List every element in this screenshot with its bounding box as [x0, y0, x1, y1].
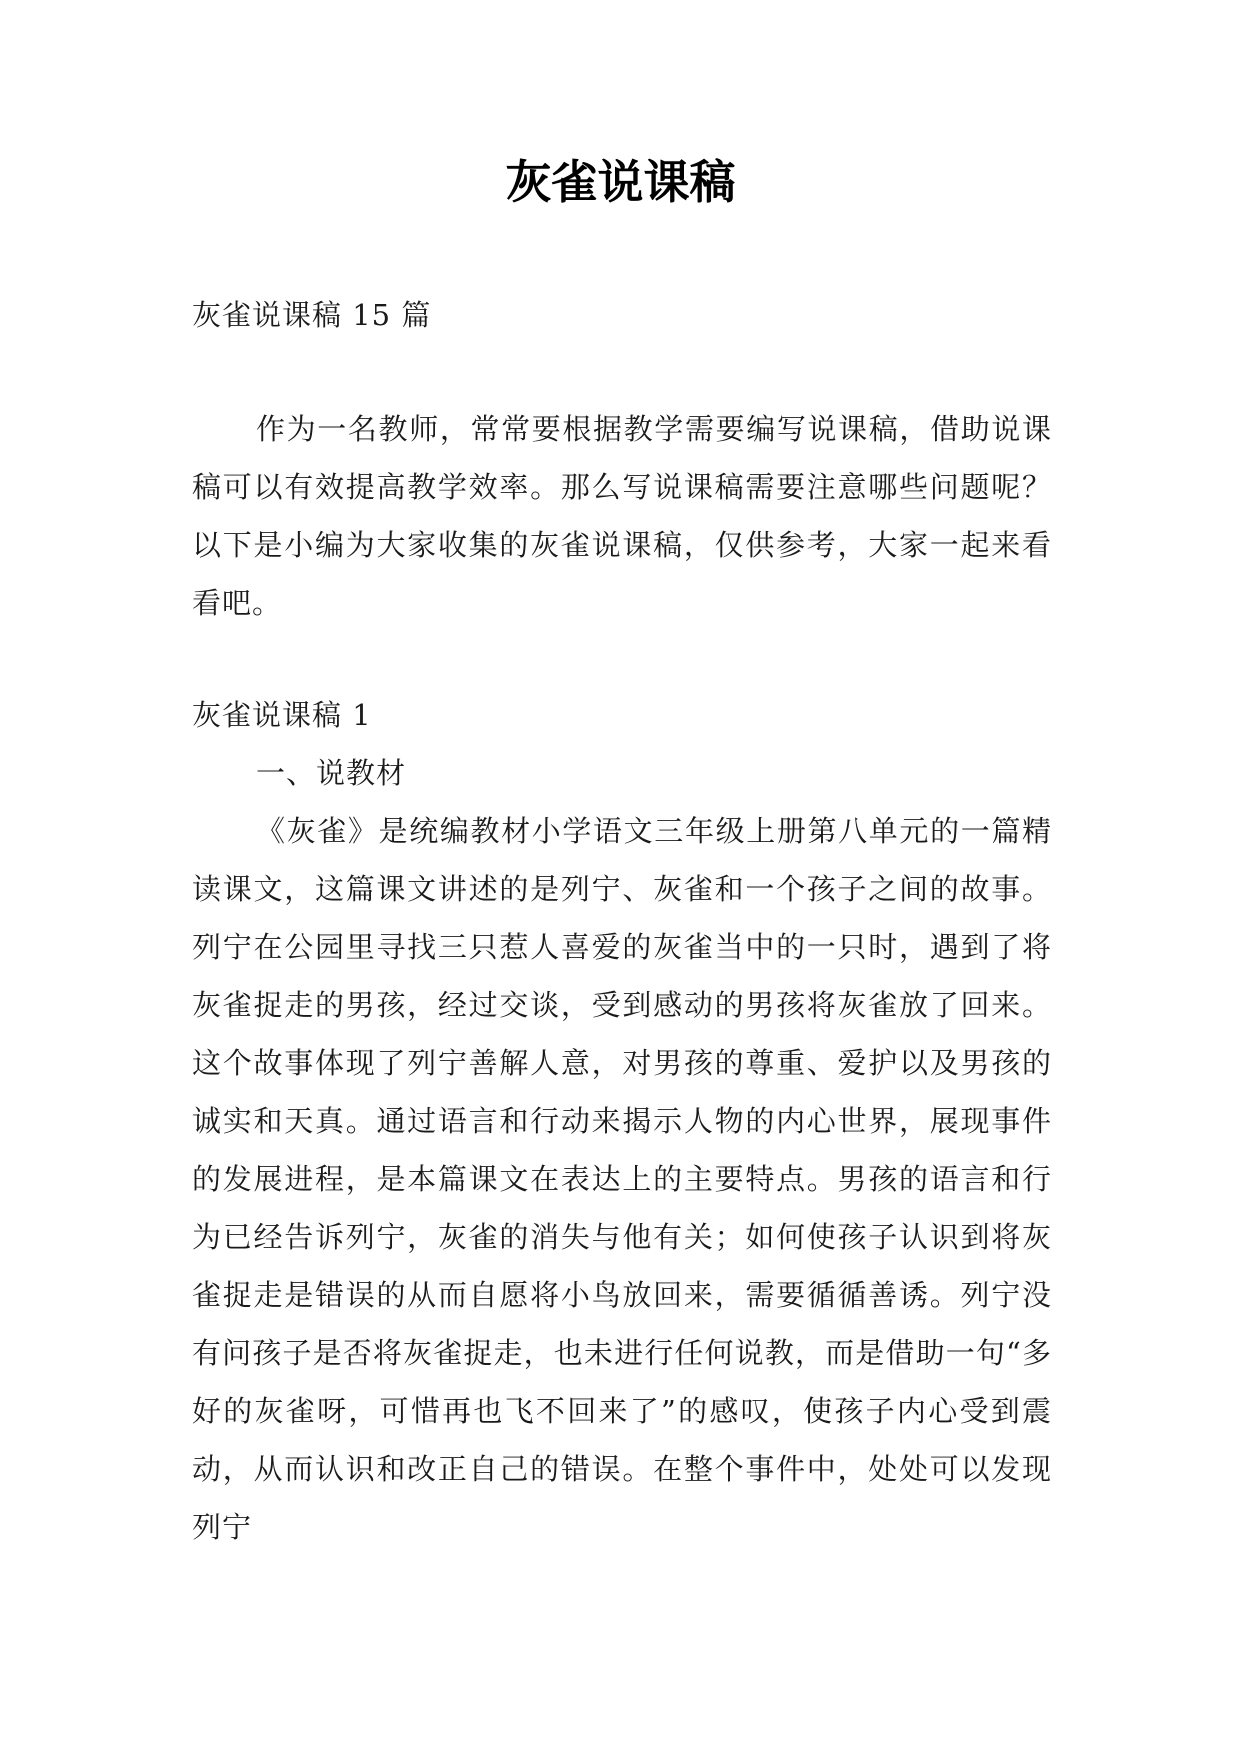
sub-heading: 一、说教材: [256, 756, 407, 790]
section-heading: 灰雀说课稿 1: [192, 698, 372, 732]
body-paragraph: 《灰雀》是统编教材小学语文三年级上册第八单元的一篇精读课文，这篇课文讲述的是列宁、灰雀和一个孩子之间的故事。列宁在公园里寻找三只惹人喜爱的灰雀当中的一只时，遇到了将灰雀捉走的男孩，经过交谈，受到感动的男孩将灰雀放了回来。这个故事体现了列宁善解人意，对男孩的尊重、爱护以及男孩的诚实和天真。通过语言和行动来揭示人物的内心世界，展现事件的发展进程，是本篇课文在表达上的主要特点。男孩的语言和行为已经告诉列宁，灰雀的消失与他有关；如何使孩子认识到将灰雀捉走是错误的从而自愿将小鸟放回来，需要循循善诱。列宁没有问孩子是否将灰雀捉走，也未进行任何说教，而是借助一句“多好的灰雀呀，可惜再也飞不回来了”的感叹，使孩子内心受到震动，从而认识和改正自己的错误。在整个事件中，处处可以发现列宁: [192, 814, 1052, 1544]
intro-paragraph: 作为一名教师，常常要根据教学需要编写说课稿，借助说课稿可以有效提高教学效率。那么写说课稿需要注意哪些问题呢？以下是小编为大家收集的灰雀说课稿，仅供参考，大家一起来看看吧。: [192, 412, 1052, 620]
document-title: 灰雀说课稿: [505, 155, 736, 209]
document-subtitle: 灰雀说课稿 15 篇: [192, 298, 432, 332]
